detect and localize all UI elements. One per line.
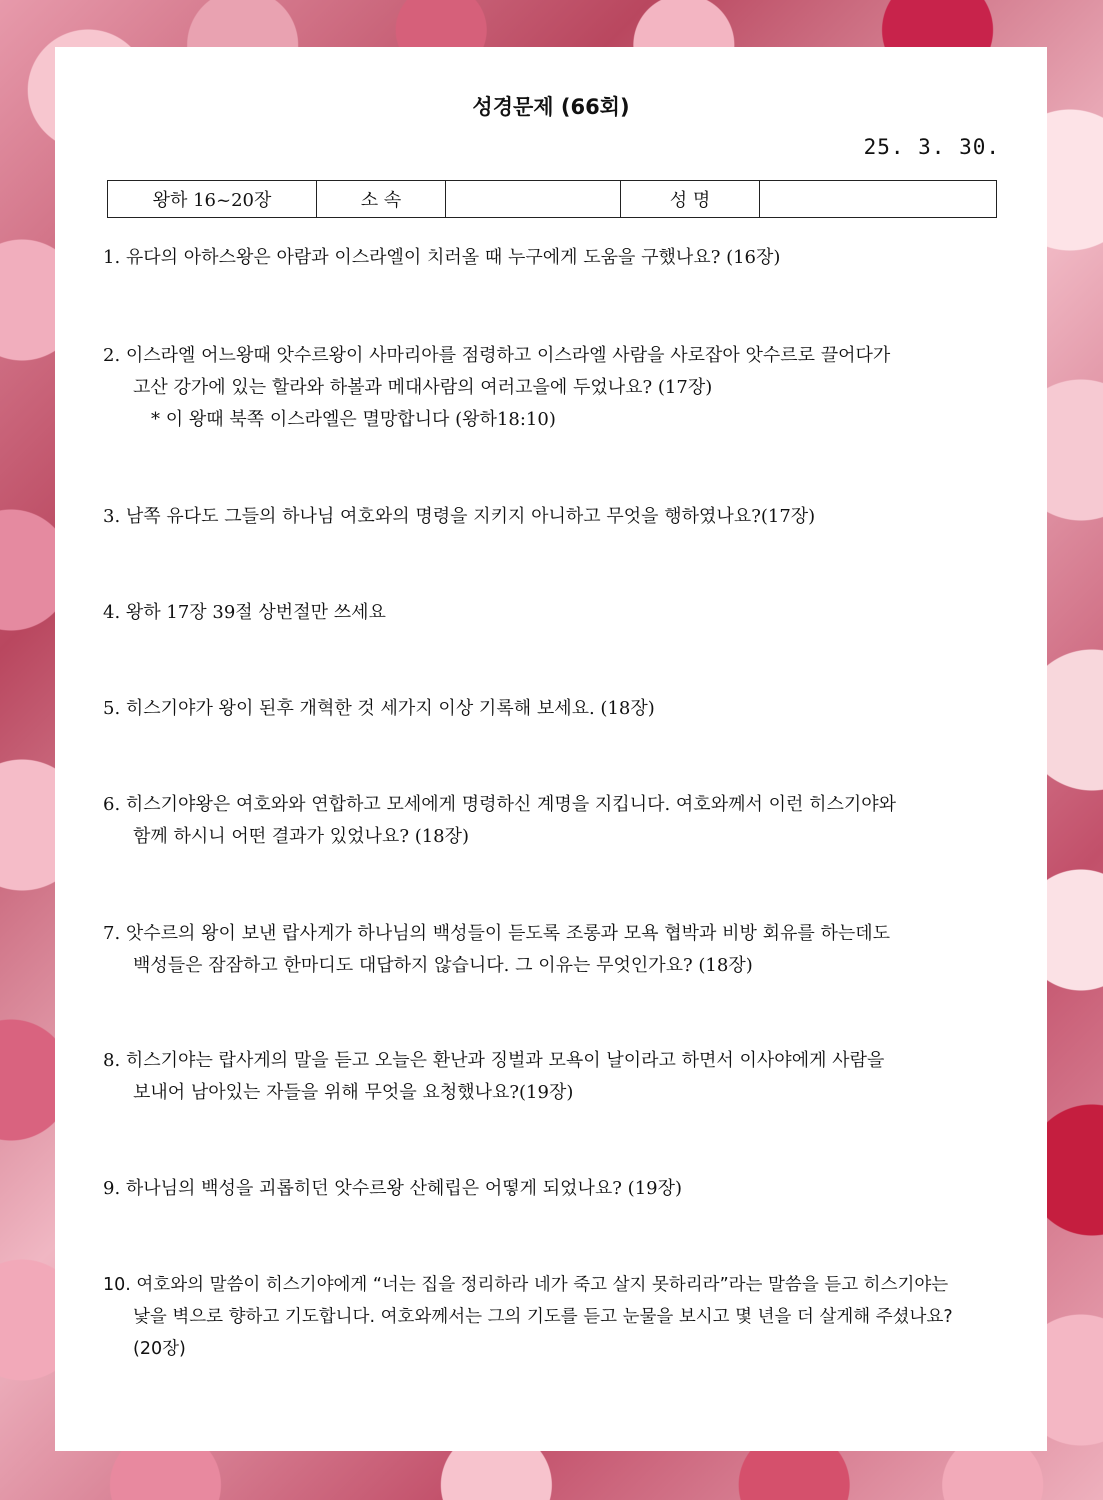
- affiliation-label: 소 속: [317, 181, 446, 218]
- question-text: 9. 하나님의 백성을 괴롭히던 앗수르왕 산헤립은 어떻게 되었나요? (19장): [103, 1178, 683, 1199]
- question-text-cont: 백성들은 잠잠하고 한마디도 대답하지 않습니다. 그 이유는 무엇인가요? (18장): [133, 955, 753, 976]
- question-text: 4. 왕하 17장 39절 상번절만 쓰세요: [103, 602, 386, 623]
- question-text-cont: 낯을 벽으로 향하고 기도합니다. 여호와께서는 그의 기도를 듣고 눈물을 보시고 몇 년을 더 살게해 주셨나요?: [133, 1307, 953, 1327]
- question-text-cont: 고산 강가에 있는 할라와 하볼과 메대사람의 여러고을에 두었나요? (17장): [133, 377, 713, 398]
- question-text-cont: 함께 하시니 어떤 결과가 있었나요? (18장): [133, 826, 470, 847]
- name-label: 성 명: [621, 181, 760, 218]
- chapter-range: 왕하 16~20장: [108, 181, 317, 218]
- question-text: 8. 히스기야는 랍사게의 말을 듣고 오늘은 환난과 징벌과 모욕이 날이라고 하면서 이사야에게 사람을: [103, 1050, 885, 1071]
- question-6: [103, 789, 1003, 853]
- question-text: 10. 여호와의 말씀이 히스기야에게 “너는 집을 정리하라 네가 죽고 살지 못하리라”라는 말씀을 듣고 히스기야는: [103, 1275, 949, 1295]
- info-table: [107, 180, 997, 218]
- question-2: [103, 340, 1003, 436]
- question-5: [103, 693, 1003, 725]
- affiliation-field[interactable]: [446, 181, 621, 218]
- question-10: [103, 1269, 1003, 1365]
- worksheet-page: [55, 47, 1047, 1451]
- question-text: 5. 히스기야가 왕이 된후 개혁한 것 세가지 이상 기록해 보세요. (18장): [103, 698, 655, 719]
- question-3: [103, 501, 1003, 533]
- date: 25. 3. 30.: [863, 135, 1000, 159]
- question-text-cont: (20장): [133, 1339, 186, 1359]
- question-text: 6. 히스기야왕은 여호와와 연합하고 모세에게 명령하신 계명을 지킵니다. 여호와께서 이런 히스기야와: [103, 794, 897, 815]
- question-text-cont: 보내어 남아있는 자들을 위해 무엇을 요청했나요?(19장): [133, 1082, 574, 1103]
- question-4: [103, 597, 1003, 629]
- question-text: 7. 앗수르의 왕이 보낸 랍사게가 하나님의 백성들이 듣도록 조롱과 모욕 협박과 비방 회유를 하는데도: [103, 923, 891, 944]
- question-text: 2. 이스라엘 어느왕때 앗수르왕이 사마리아를 점령하고 이스라엘 사람을 사로잡아 앗수르로 끌어다가: [103, 345, 891, 366]
- question-note: * 이 왕때 북쪽 이스라엘은 멸망합니다 (왕하18:10): [151, 409, 556, 430]
- question-text: 1. 유다의 아하스왕은 아람과 이스라엘이 치러올 때 누구에게 도움을 구했나요? (16장): [103, 247, 781, 268]
- name-field[interactable]: [760, 181, 997, 218]
- question-7: [103, 918, 1003, 982]
- question-8: [103, 1045, 1003, 1109]
- page-title: 성경문제 (66회): [472, 95, 630, 119]
- question-1: [103, 242, 1003, 274]
- question-text: 3. 남쪽 유다도 그들의 하나님 여호와의 명령을 지키지 아니하고 무엇을 행하였나요?(17장): [103, 506, 816, 527]
- question-9: [103, 1173, 1003, 1205]
